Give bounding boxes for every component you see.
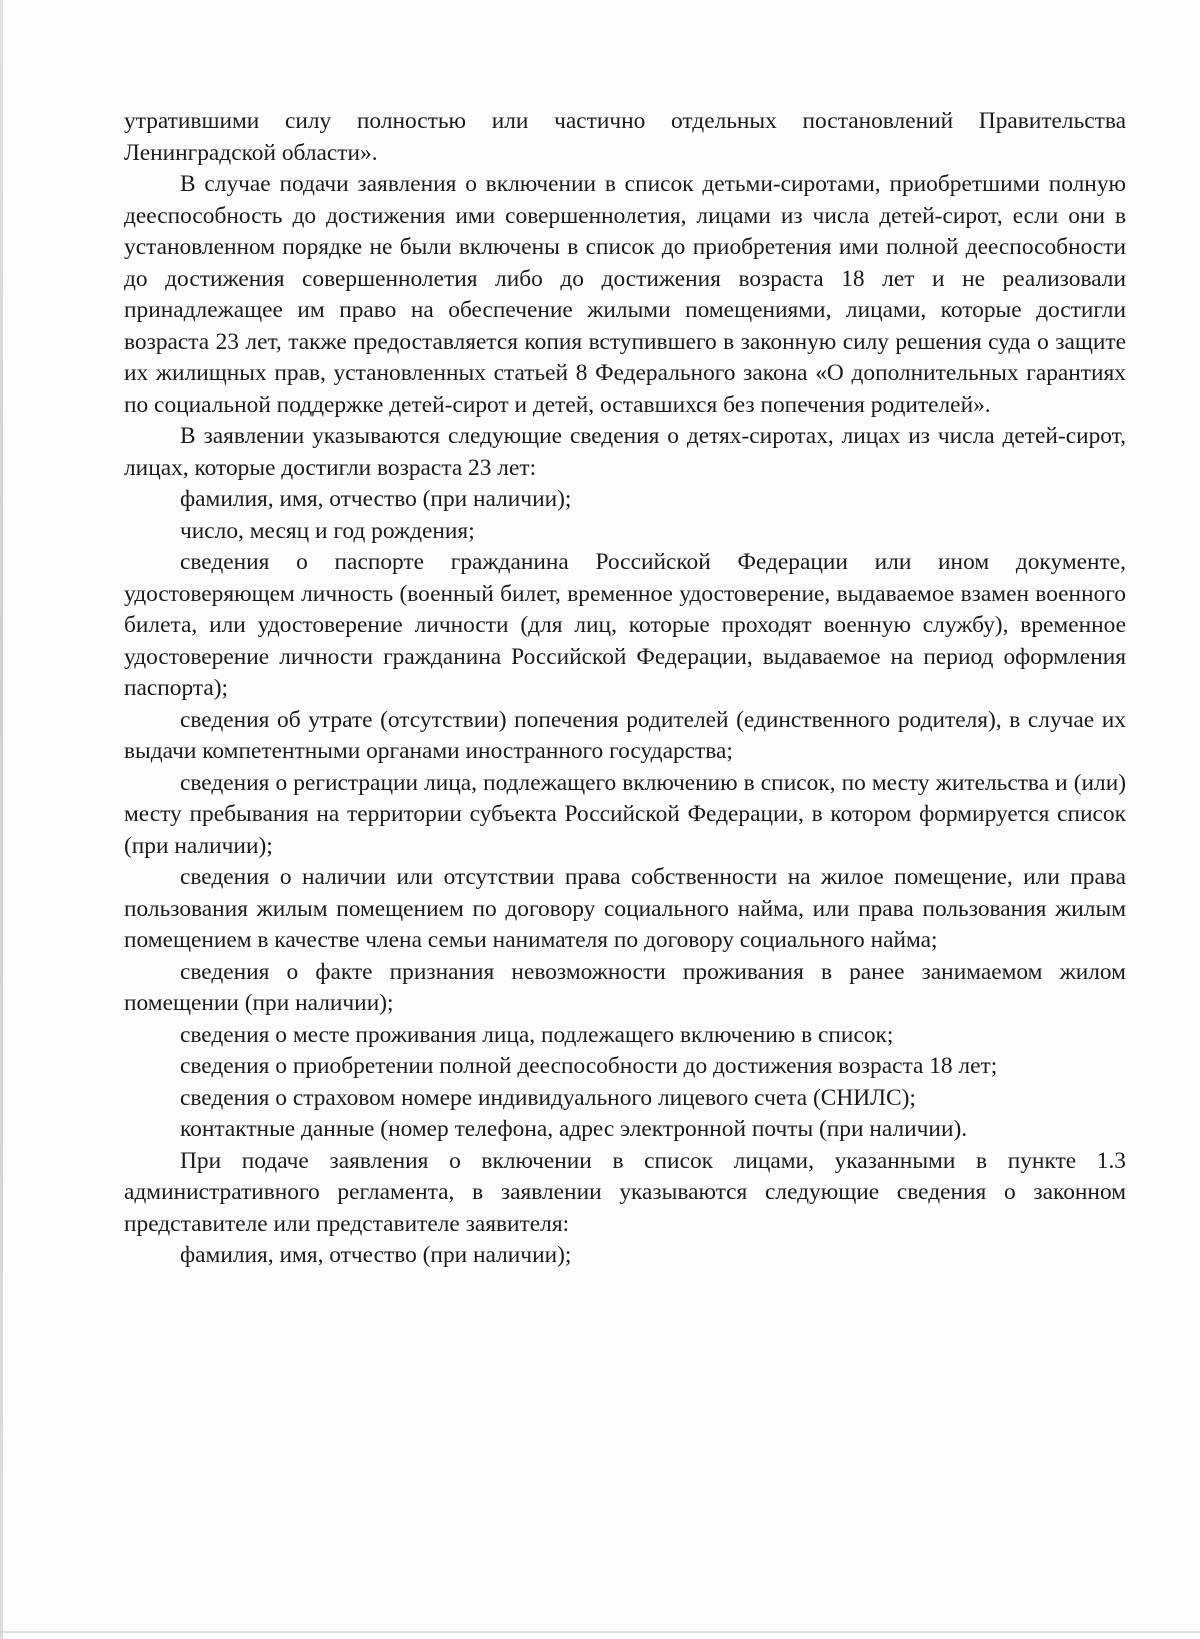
list-item-snils: сведения о страховом номере индивидуального лицевого счета (СНИЛС); bbox=[180, 1084, 916, 1111]
list-item-impossibility: сведения о факте признания невозможности проживания в ранее занимаемом жилом помещении (при наличии); bbox=[124, 958, 1126, 1016]
list-item-contacts: контактные данные (номер телефона, адрес электронной почты (при наличии). bbox=[180, 1116, 968, 1142]
list-item-property-rights: сведения о наличии или отсутствии права собственности на жилое помещение, или права пользования жилым помещением по договору социального найма, или права пользования жилым помещением в качестве члена семьи нанимателя по договору социального найма; bbox=[124, 864, 1126, 953]
document-body bbox=[124, 106, 1126, 1272]
paragraph-3: В заявлении указываются следующие сведения о детях-сиротах, лицах из числа детей-сирот, лицах, которые достигли возраста 23 лет: bbox=[124, 423, 1126, 481]
list-item-passport: сведения о паспорте гражданина Российской Федерации или ином документе, удостоверяющем личность (военный билет, временное удостоверение, выдаваемое взамен военного билета, или удостоверение личности (для лиц, которые проходят военную службу), временное удостоверение личности гражданина Российской Федерации, выдаваемое на период оформления паспорта); bbox=[124, 549, 1126, 701]
list-item-representative-name: фамилия, имя, отчество (при наличии); bbox=[180, 1242, 572, 1268]
list-item-full-name: фамилия, имя, отчество (при наличии); bbox=[180, 486, 572, 512]
scan-edge-left bbox=[0, 0, 3, 1639]
list-item-registration: сведения о регистрации лица, подлежащего включению в список, по месту жительства и (или) месту пребывания на территории субъекта Российской Федерации, в котором формируется список (при наличии); bbox=[124, 769, 1126, 859]
paragraph-representative: При подаче заявления о включении в список лицами, указанными в пункте 1.3 административного регламента, в заявлении указываются следующие сведения о законном представителе или представителе заявителя: bbox=[124, 1147, 1126, 1237]
list-item-parental-care: сведения об утрате (отсутствии) попечения родителей (единственного родителя), в случае их выдачи компетентными органами иностранного государства; bbox=[124, 706, 1126, 764]
paragraph-2: В случае подачи заявления о включении в список детьми-сиротами, приобретшими полную дееспособность до достижения ими совершеннолетия, лицами из числа детей-сирот, если они в установленном порядке не были включены в список до приобретения ими полной дееспособности до достижения совершеннолетия либо до достижения возраста 18 лет и не реализовали принадлежащее им право на обеспечение жилыми помещениями, лицами, которые достигли возраста 23 лет, также предоставляется копия вступившего в законную силу решения суда о защите их жилищных прав, установленных статьей 8 Федерального закона «О дополнительных гарантиях по социальной поддержке детей-сирот и детей, оставшихся без попечения родителей». bbox=[124, 171, 1126, 418]
scan-edge-bottom bbox=[0, 1631, 1200, 1633]
list-item-birth-date: число, месяц и год рождения; bbox=[180, 517, 475, 544]
paragraph-1: утратившими силу полностью или частично отдельных постановлений Правительства Ленинградской области». bbox=[124, 108, 1126, 166]
list-item-residence: сведения о месте проживания лица, подлежащего включению в список; bbox=[180, 1021, 894, 1048]
list-item-legal-capacity: сведения о приобретении полной дееспособности до достижения возраста 18 лет; bbox=[180, 1053, 998, 1079]
